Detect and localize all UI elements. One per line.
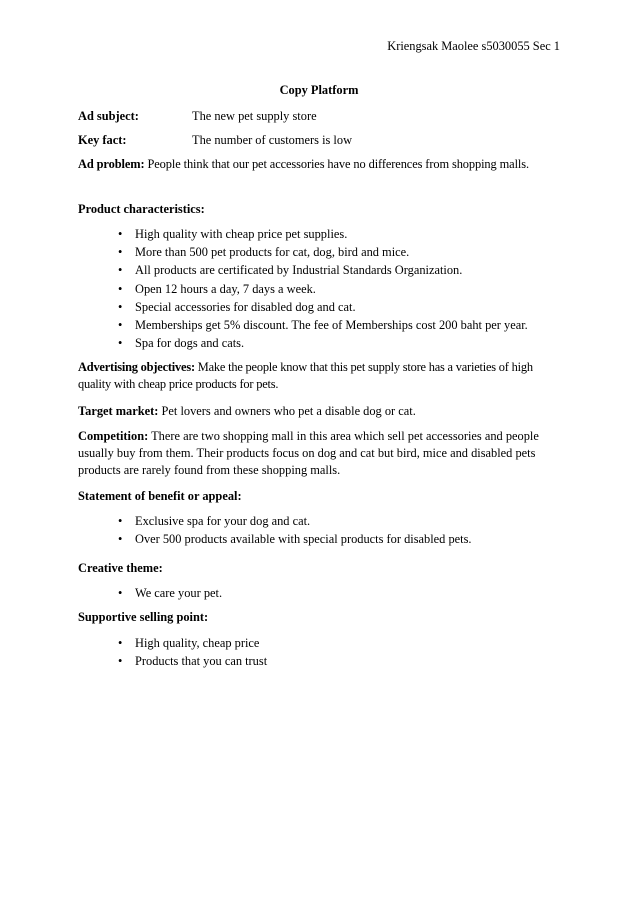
advertising-objectives-paragraph — [78, 359, 562, 393]
statement-of-benefit-heading: Statement of benefit or appeal: — [78, 489, 242, 503]
ad-problem-row — [78, 156, 529, 173]
list-item: • High quality with cheap price pet supplies. — [78, 225, 528, 243]
bullet-icon: • — [118, 636, 123, 650]
bullet-icon: • — [118, 281, 123, 296]
advertising-objectives-label: Advertising objectives: — [78, 360, 195, 374]
creative-theme-list — [78, 584, 222, 602]
list-item: • We care your pet. — [78, 584, 222, 602]
competition-label: Competition: — [78, 429, 149, 443]
product-characteristics-heading: Product characteristics: — [78, 202, 205, 216]
key-fact-row — [78, 132, 353, 149]
list-item: • High quality, cheap price — [78, 634, 267, 652]
creative-theme-heading: Creative theme: — [78, 561, 163, 575]
ad-subject-row — [78, 108, 317, 125]
list-item: • All products are certificated by Industrial Standards Organization. — [78, 261, 528, 279]
ad-subject-value: The new pet supply store — [192, 109, 317, 123]
supportive-selling-point-list — [78, 634, 267, 670]
target-market-label: Target market: — [78, 404, 159, 418]
advertising-objectives-value: Make the people know that this pet supply store has a varieties of high quality with cheap price products for pets. — [78, 360, 533, 391]
bullet-icon: • — [118, 654, 123, 669]
bullet-icon: • — [118, 532, 123, 547]
statement-of-benefit-list — [78, 512, 472, 548]
bullet-icon: • — [118, 263, 123, 278]
ad-problem-label: Ad problem: — [78, 157, 145, 171]
bullet-icon: • — [118, 336, 123, 351]
bullet-icon: • — [118, 317, 123, 332]
bullet-icon: • — [118, 514, 123, 528]
ad-subject-label: Ad subject: — [78, 109, 139, 123]
list-item: • Special accessories for disabled dog and cat. — [78, 298, 528, 316]
list-item: • Open 12 hours a day, 7 days a week. — [78, 280, 528, 298]
author-header: Kriengsak Maolee s5030055 Sec 1 — [387, 39, 560, 53]
list-item: • Exclusive spa for your dog and cat. — [78, 512, 472, 530]
competition-value: There are two shopping mall in this area which sell pet accessories and people usually buy from them. Their products focus on dog and cat but bird, mice and disabled pets products are rarely found from these shopping malls. — [78, 429, 539, 477]
list-item: • Products that you can trust — [78, 652, 267, 670]
product-characteristics-list — [78, 225, 528, 352]
target-market-value: Pet lovers and owners who pet a disable dog or cat. — [161, 404, 416, 418]
bullet-icon: • — [118, 245, 123, 260]
list-item: • Memberships get 5% discount. The fee of Memberships cost 200 baht per year. — [78, 316, 528, 334]
ad-problem-value: People think that our pet accessories have no differences from shopping malls. — [147, 157, 529, 171]
key-fact-label: Key fact: — [78, 133, 127, 147]
target-market-paragraph — [78, 403, 562, 420]
list-item: • Spa for dogs and cats. — [78, 334, 528, 352]
competition-paragraph — [78, 428, 562, 479]
bullet-icon: • — [118, 586, 123, 600]
key-fact-value: The number of customers is low — [192, 133, 353, 147]
list-item: • Over 500 products available with special products for disabled pets. — [78, 530, 472, 548]
bullet-icon: • — [118, 299, 123, 314]
supportive-selling-point-heading: Supportive selling point: — [78, 610, 209, 624]
page-title: Copy Platform — [279, 83, 359, 97]
list-item: • More than 500 pet products for cat, dog, bird and mice. — [78, 243, 528, 261]
bullet-icon: • — [118, 227, 123, 241]
